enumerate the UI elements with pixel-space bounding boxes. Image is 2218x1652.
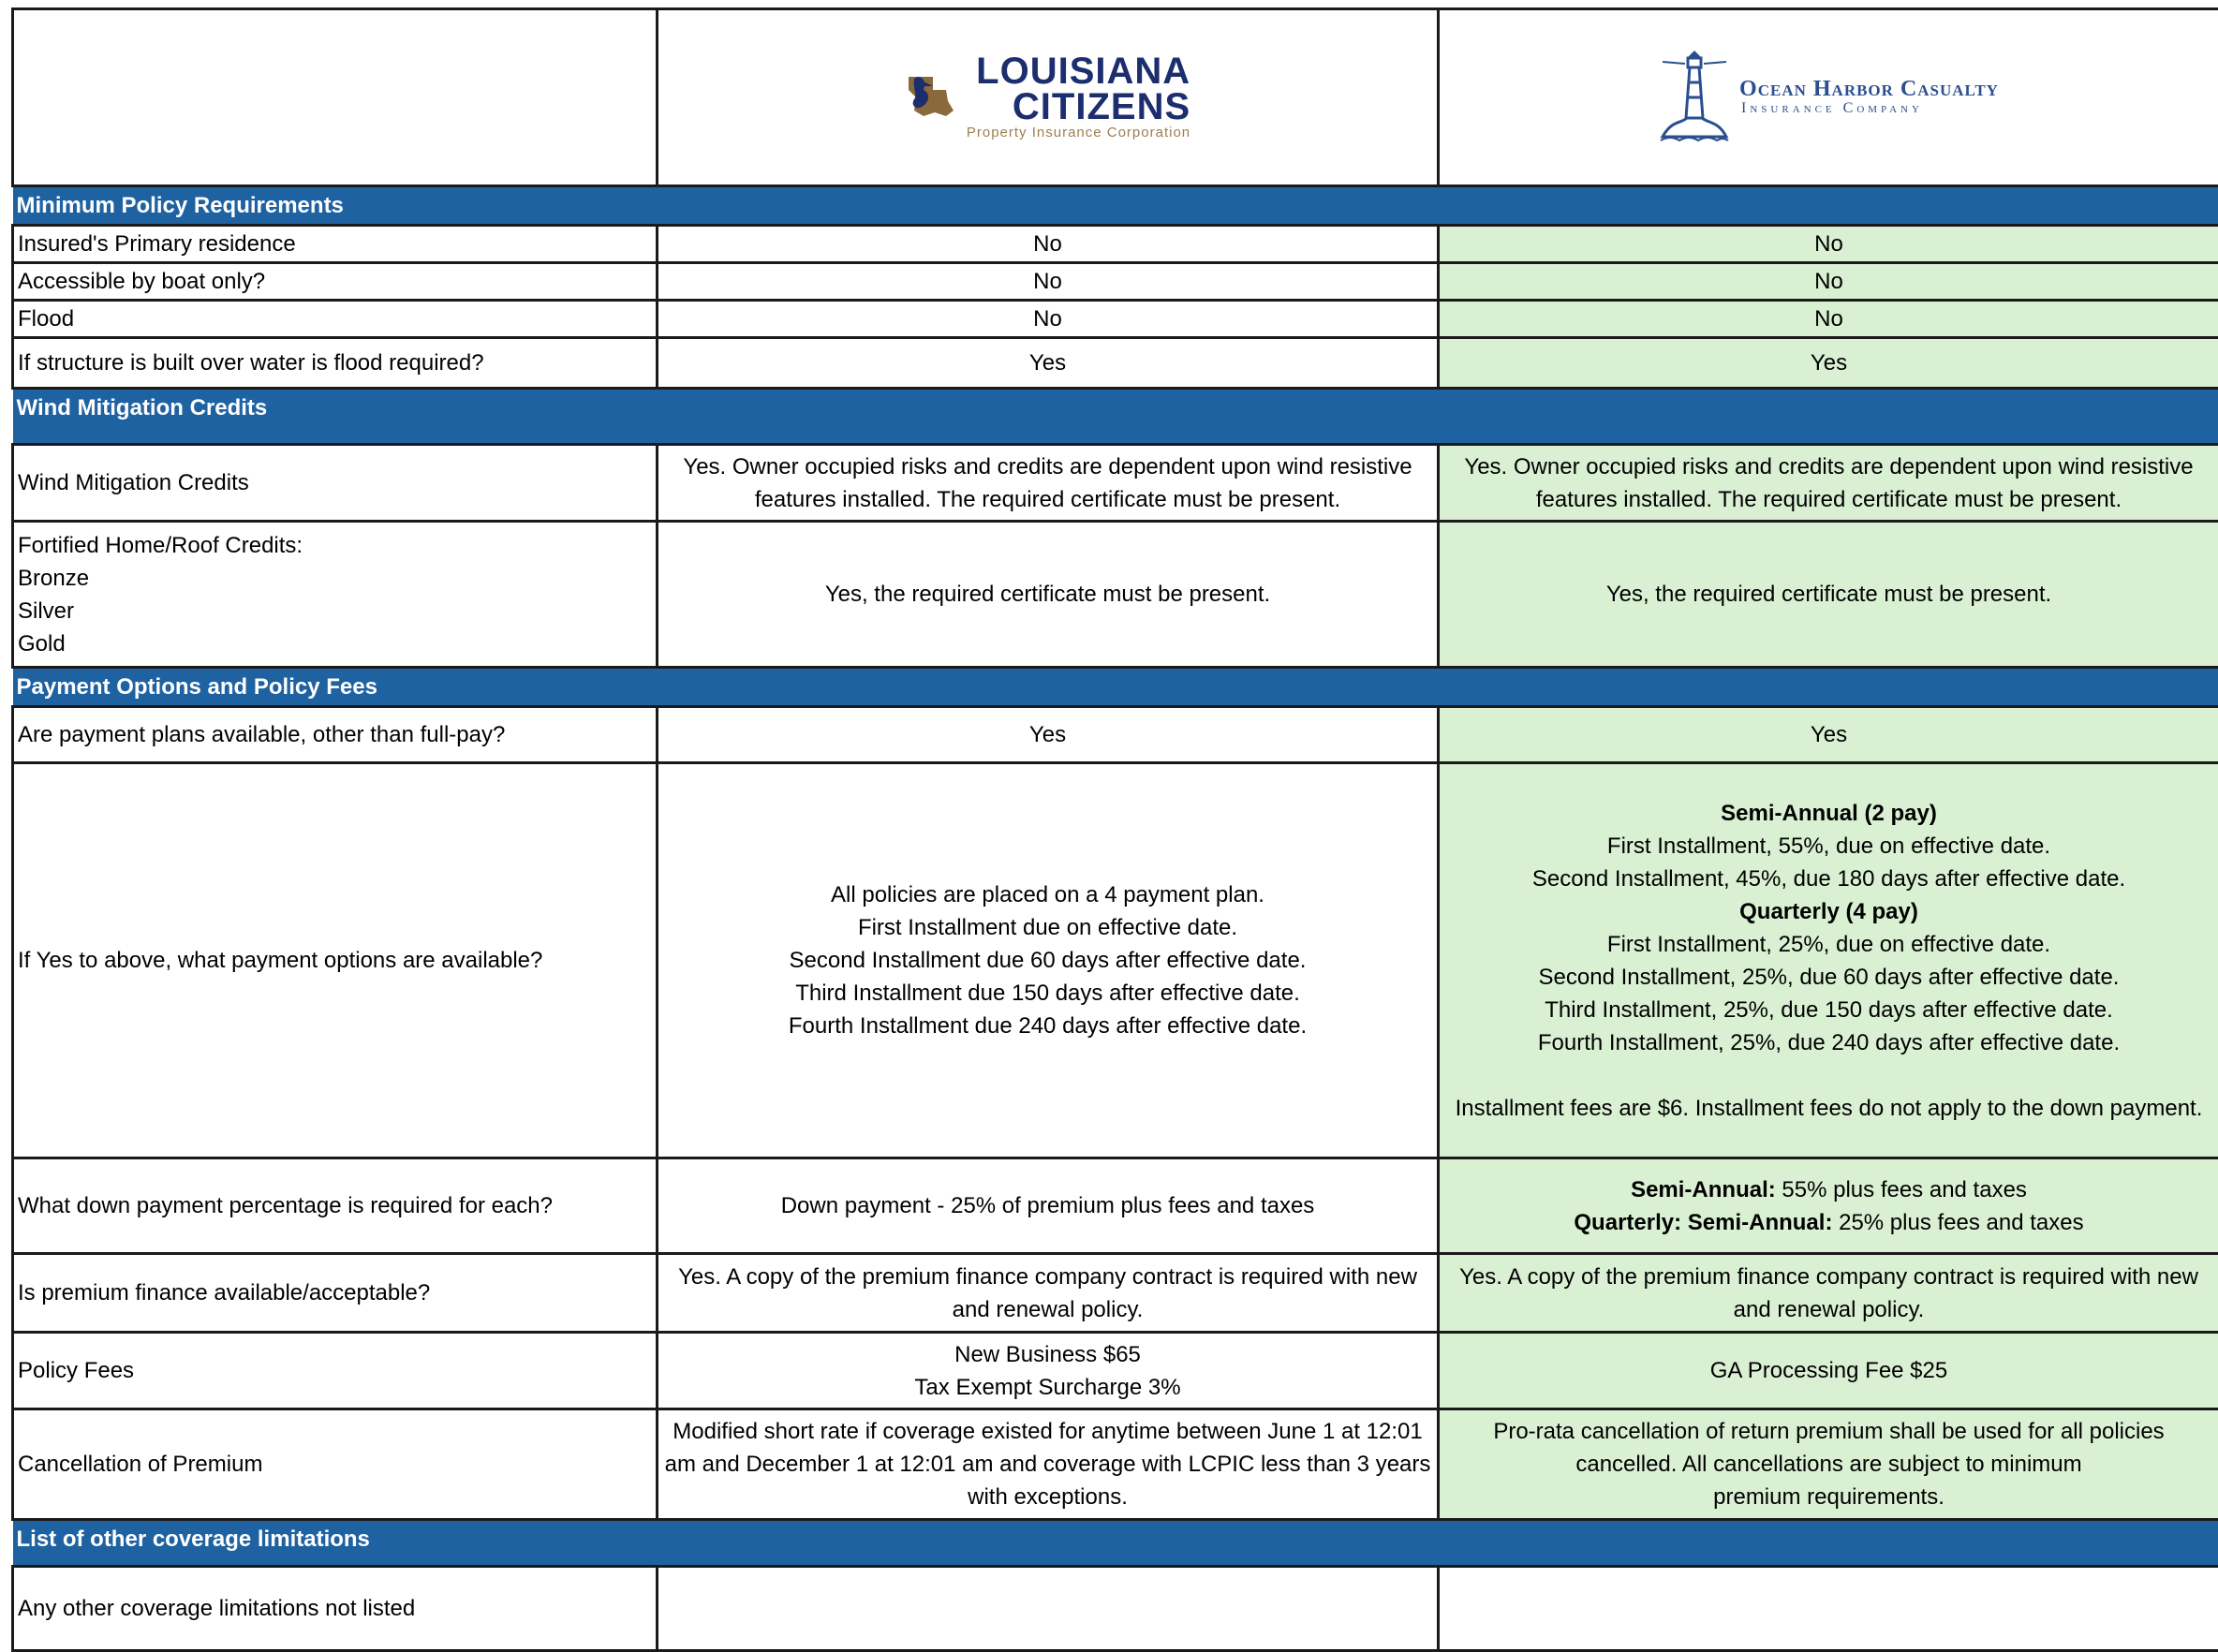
ocean-harbor-value: No [1439,226,2218,263]
table-row [13,1254,2218,1333]
section-title: Payment Options and Policy Fees [13,668,2218,707]
ocean-harbor-value: Yes [1439,707,2218,763]
louisiana-citizens-value: Yes [658,707,1439,763]
section-title: Minimum Policy Requirements [13,186,2218,226]
ocean-harbor-value: Yes, the required certificate must be present. [1439,522,2218,668]
section-header-row [13,186,2218,226]
pelican-state-icon [905,69,961,125]
row-label: Cancellation of Premium [13,1409,658,1520]
louisiana-citizens-value: Down payment - 25% of premium plus fees and taxes [658,1158,1439,1254]
quarterly-heading: Quarterly (4 pay) [1443,895,2214,928]
ocean-harbor-value: Semi-Annual: 55% plus fees and taxes Quarterly: Semi-Annual: 25% plus fees and taxes [1439,1158,2218,1254]
table-row [13,445,2218,522]
table-row [13,1158,2218,1254]
semi-annual-heading: Semi-Annual (2 pay) [1443,797,2214,830]
louisiana-citizens-value: Yes. Owner occupied risks and credits are dependent upon wind resistive features installed. The required certificate must be present. [658,445,1439,522]
table-row [13,763,2218,1158]
louisiana-citizens-value: Modified short rate if coverage existed for anytime between June 1 at 12:01 am and December 1 at 12:01 am and coverage with LCPIC less than 3 years with exceptions. [658,1409,1439,1520]
row-label: Flood [13,301,658,338]
table-row [13,263,2218,301]
logo-line-ocean-harbor: Ocean Harbor Casualty [1739,78,1999,100]
ocean-harbor-value: Yes [1439,338,2218,389]
louisiana-citizens-value: Yes, the required certificate must be present. [658,522,1439,668]
row-label: Accessible by boat only? [13,263,658,301]
table-row [13,707,2218,763]
row-label: What down payment percentage is required for each? [13,1158,658,1254]
table-row [13,301,2218,338]
ocean-harbor-value: GA Processing Fee $25 [1439,1333,2218,1409]
logo-row [13,9,2218,186]
louisiana-citizens-value [658,1567,1439,1651]
row-label: Wind Mitigation Credits [13,445,658,522]
ocean-harbor-value [1439,1567,2218,1651]
louisiana-citizens-value: No [658,226,1439,263]
lighthouse-icon [1659,51,1730,144]
row-label: Any other coverage limitations not listed [13,1567,658,1651]
louisiana-citizens-logo [905,53,1190,141]
louisiana-citizens-value: All policies are placed on a 4 payment plan. First Installment due on effective date. Second Installment due 60 days after effective date. Third Installment due 150 days after effective date. Fourth Installment due 240 days after effective date. [658,763,1439,1158]
section-header-row [13,389,2218,445]
ocean-harbor-value: No [1439,263,2218,301]
table-row [13,338,2218,389]
table-row [13,1567,2218,1651]
ocean-harbor-value: Semi-Annual (2 pay) First Installment, 55%, due on effective date. Second Installment, 45%, due 180 days after effective date. Quarterly (4 pay) First Installment, 25%, due on effective date. Second Installment, 25%, due 60 days after effective date. Third Installment, 25%, due 150 days after effective date. Fourth Installment, 25%, due 240 days after effective date. Installment fees are $6. Installment fees do not apply to the down payment. [1439,763,2218,1158]
row-label: Is premium finance available/acceptable? [13,1254,658,1333]
row-label: Policy Fees [13,1333,658,1409]
section-title: Wind Mitigation Credits [13,389,2218,445]
ocean-harbor-value: Yes. A copy of the premium finance company contract is required with new and renewal policy. [1439,1254,2218,1333]
ocean-harbor-value: Yes. Owner occupied risks and credits are dependent upon wind resistive features installed. The required certificate must be present. [1439,445,2218,522]
louisiana-citizens-value: New Business $65 Tax Exempt Surcharge 3% [658,1333,1439,1409]
comparison-sheet [11,7,2218,1652]
section-header-row [13,1520,2218,1567]
logo-line-louisiana: LOUISIANA [976,53,1190,89]
installment-fees-note: Installment fees are $6. Installment fees do not apply to the down payment. [1443,1092,2214,1125]
ocean-harbor-value: Pro-rata cancellation of return premium shall be used for all policies cancelled. All cancellations are subject to minimum premium requirements. [1439,1409,2218,1520]
louisiana-citizens-value: No [658,263,1439,301]
ocean-harbor-logo-cell [1439,9,2218,186]
section-header-row [13,668,2218,707]
logo-line-insurance-company: Insurance Company [1739,100,1999,117]
row-label: Are payment plans available, other than full-pay? [13,707,658,763]
ocean-harbor-logo [1659,51,1999,144]
section-title: List of other coverage limitations [13,1520,2218,1567]
table-row [13,1409,2218,1520]
row-label: If structure is built over water is flood required? [13,338,658,389]
comparison-table [11,7,2218,1652]
table-row [13,522,2218,668]
empty-header-cell [13,9,658,186]
louisiana-citizens-logo-cell [658,9,1439,186]
ocean-harbor-value: No [1439,301,2218,338]
row-label: Fortified Home/Roof Credits: Bronze Silver Gold [13,522,658,668]
table-row [13,226,2218,263]
logo-line-citizens: CITIZENS [1013,89,1190,125]
louisiana-citizens-value: No [658,301,1439,338]
row-label: If Yes to above, what payment options are available? [13,763,658,1158]
louisiana-citizens-value: Yes. A copy of the premium finance company contract is required with new and renewal policy. [658,1254,1439,1333]
logo-subline: Property Insurance Corporation [967,125,1190,141]
row-label: Insured's Primary residence [13,226,658,263]
table-row [13,1333,2218,1409]
louisiana-citizens-value: Yes [658,338,1439,389]
